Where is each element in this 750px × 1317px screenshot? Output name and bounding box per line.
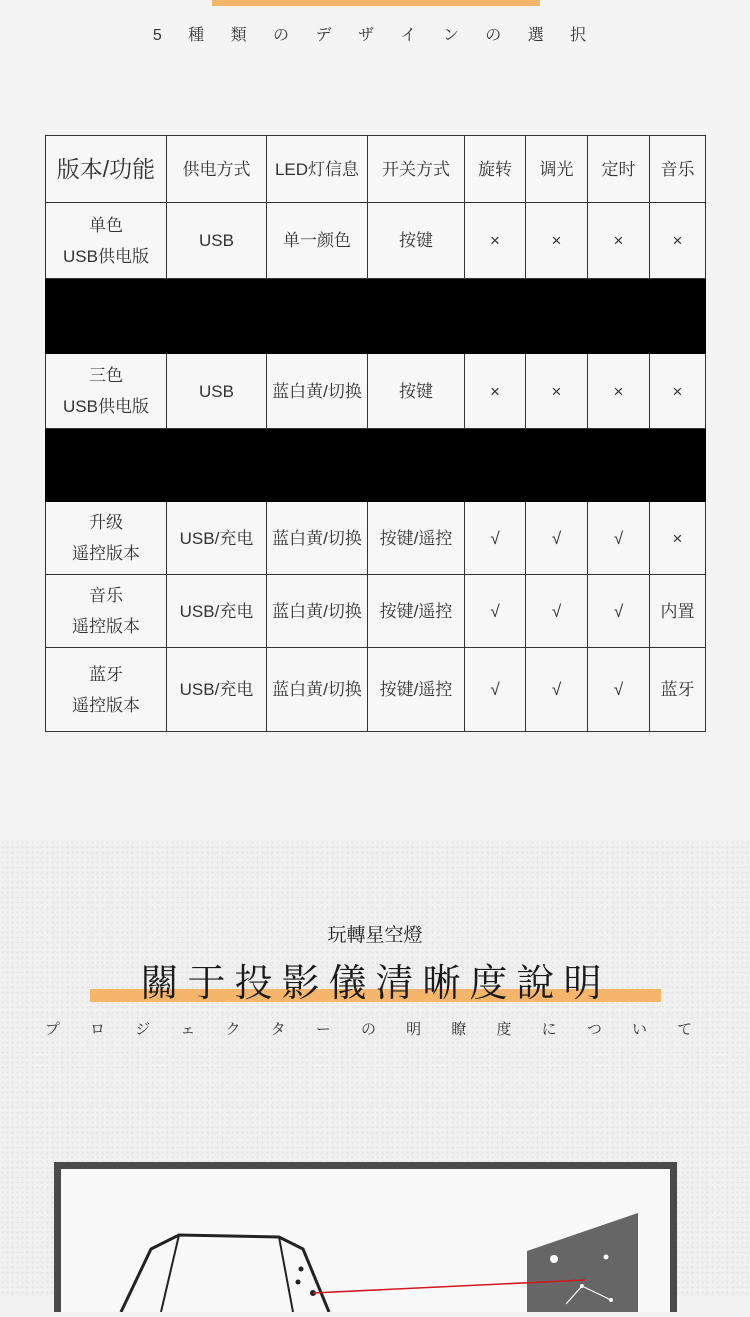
projection-screen — [527, 1213, 638, 1312]
cell-led: 蓝白黄/切换 — [267, 648, 368, 732]
cell-switch: 按键/遥控 — [368, 575, 465, 648]
header-dim: 调光 — [526, 136, 588, 203]
table-row — [46, 203, 706, 279]
cell-dim: √ — [526, 648, 588, 732]
header-rotate: 旋转 — [465, 136, 526, 203]
projector-led-dot — [299, 1267, 304, 1272]
star-dot — [604, 1255, 609, 1260]
cell-dim: × — [526, 203, 588, 279]
cell-switch: 按键/遥控 — [368, 648, 465, 732]
cell-version: 三色 USB供电版 — [46, 354, 167, 429]
header-version: 版本/功能 — [46, 136, 167, 203]
cell-version: 蓝牙 遥控版本 — [46, 648, 167, 732]
japanese-subtitle: プ ロ ジ ェ ク タ ー の 明 瞭 度 に つ い て — [44, 1021, 706, 1038]
cell-switch: 按键 — [368, 354, 465, 429]
cell-version: 单色 USB供电版 — [46, 203, 167, 279]
title-highlight-band — [212, 0, 540, 6]
cell-dim: × — [526, 354, 588, 429]
cell-music: 蓝牙 — [650, 648, 706, 732]
cell-power: USB/充电 — [167, 502, 267, 575]
header-power: 供电方式 — [167, 136, 267, 203]
cell-rotate: √ — [465, 502, 526, 575]
section-title: 關于投影儀清晰度說明 — [140, 961, 611, 1005]
cell-version: 音乐 遥控版本 — [46, 575, 167, 648]
cell-led: 蓝白黄/切换 — [267, 354, 368, 429]
header-switch: 开关方式 — [368, 136, 465, 203]
cell-timer: × — [588, 203, 650, 279]
cell-timer: √ — [588, 575, 650, 648]
cell-music: × — [650, 502, 706, 575]
cell-rotate: √ — [465, 648, 526, 732]
clarity-section — [0, 840, 750, 1296]
cell-rotate: × — [465, 203, 526, 279]
cell-timer: × — [588, 354, 650, 429]
cell-led: 蓝白黄/切换 — [267, 575, 368, 648]
cell-power: USB — [167, 354, 267, 429]
cell-music: × — [650, 354, 706, 429]
table-row — [46, 575, 706, 648]
redacted-row — [46, 429, 706, 502]
cell-music: × — [650, 203, 706, 279]
cell-power: USB — [167, 203, 267, 279]
cell-led: 蓝白黄/切换 — [267, 502, 368, 575]
illustration-frame — [54, 1162, 677, 1312]
version-comparison-table — [45, 135, 706, 732]
cell-led: 单一颜色 — [267, 203, 368, 279]
table-row — [46, 354, 706, 429]
cell-version: 升级 遥控版本 — [46, 502, 167, 575]
projector-edge — [161, 1235, 293, 1312]
cell-rotate: √ — [465, 575, 526, 648]
projector-led-dot — [296, 1280, 301, 1285]
header-timer: 定时 — [588, 136, 650, 203]
cell-timer: √ — [588, 648, 650, 732]
cell-timer: √ — [588, 502, 650, 575]
cell-rotate: × — [465, 354, 526, 429]
cell-switch: 按键 — [368, 203, 465, 279]
header-music: 音乐 — [650, 136, 706, 203]
cell-dim: √ — [526, 502, 588, 575]
section-kicker: 玩轉星空燈 — [327, 924, 423, 946]
cell-music: 内置 — [650, 575, 706, 648]
cell-dim: √ — [526, 575, 588, 648]
japanese-subtitle: 5 種 類 の デ ザ イ ン の 選 択 — [152, 27, 598, 44]
table-row — [46, 502, 706, 575]
black-bar — [46, 279, 706, 354]
table-header-row — [46, 136, 706, 203]
cell-power: USB/充电 — [167, 575, 267, 648]
redacted-row — [46, 279, 706, 354]
table-row — [46, 648, 706, 732]
cell-power: USB/充电 — [167, 648, 267, 732]
star-dot — [550, 1255, 558, 1263]
projector-outline — [121, 1235, 329, 1312]
projector-illustration — [61, 1169, 670, 1312]
black-bar — [46, 429, 706, 502]
cell-switch: 按键/遥控 — [368, 502, 465, 575]
header-led: LED灯信息 — [267, 136, 368, 203]
